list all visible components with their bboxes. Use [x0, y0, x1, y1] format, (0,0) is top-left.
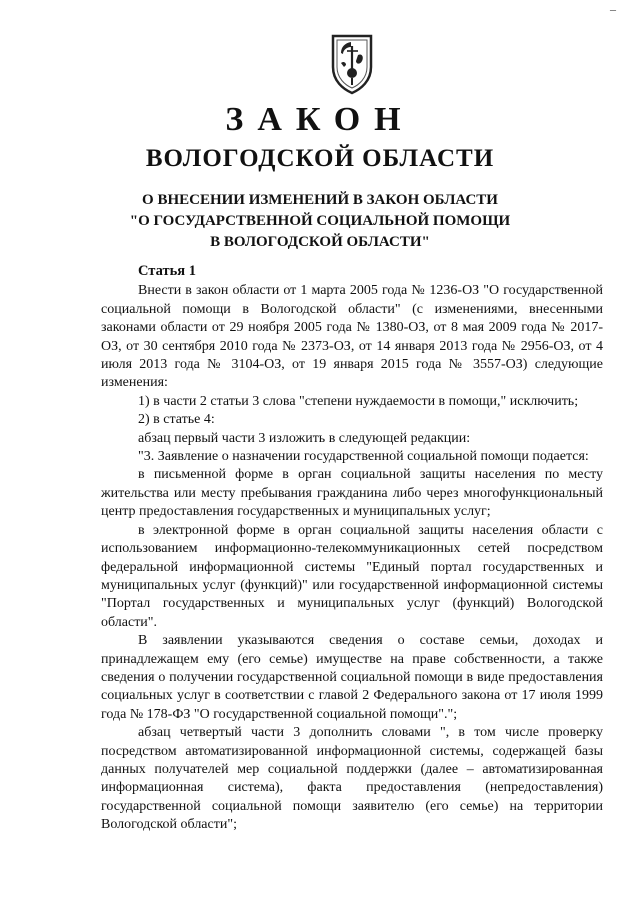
document-title: ЗАКОН	[225, 101, 415, 138]
paragraph: в письменной форме в орган социальной защиты населения по месту жительства или месту пребывания гражданина либо через многофункциональный центр предоставления государственных и муниципальных услуг;	[101, 467, 603, 520]
document-body	[101, 262, 603, 835]
region-title: ВОЛОГОДСКОЙ ОБЛАСТИ	[145, 145, 495, 172]
paragraph: Внести в закон области от 1 марта 2005 года № 1236-ОЗ "О государственной социальной помощи в Вологодской области" (с изменениями, внесенными законами области от 29 ноября 2005 года № 1380-ОЗ, от 8 мая 2009 года № 2017-ОЗ, от 30 сентября 2010 года № 2373-ОЗ, от 14 января 2013 года № 2956-ОЗ, от 4 июля 2013 года № 3104-ОЗ, от 19 января 2015 года № 3557-ОЗ) следующие изменения:	[101, 283, 603, 391]
law-subtitle	[0, 190, 640, 253]
coat-of-arms-icon	[329, 33, 375, 95]
paragraph: абзац четвертый части 3 дополнить словами ", в том числе проверку посредством автоматизированной информационной системы, содержащей базы данных получателей мер социальной поддержки (далее – автоматизированная информационная система), факта предоставления (непредоставления) государственной социальной помощи заявителю (его семье) на территории Вологодской области";	[101, 725, 603, 833]
paragraph: в электронной форме в орган социальной защиты населения области с использованием информационно-телекоммуникационных сетей посредством федеральной информационной системы "Единый портал государственных и муниципальных услуг (функций)" или государственной информационной системы "Портал государственных и муниципальных услуг (функций) Вологодской области".	[101, 522, 603, 630]
subtitle-line: "О ГОСУДАРСТВЕННОЙ СОЦИАЛЬНОЙ ПОМОЩИ	[129, 213, 511, 229]
paragraph: В заявлении указываются сведения о составе семьи, доходах и принадлежащем ему (его семье) имуществе на праве собственности, а также сведения о получении государственной социальной помощи в виде предоставления социальных услуг в соответствии с главой 2 Федерального закона от 17 июля 1999 года № 178-ФЗ "О государственной социальной помощи".";	[101, 633, 603, 722]
paragraph: "3. Заявление о назначении государственной социальной помощи подается:	[138, 449, 589, 465]
subtitle-line: В ВОЛОГОДСКОЙ ОБЛАСТИ"	[210, 234, 430, 250]
corner-mark: –	[610, 2, 616, 16]
paragraph: 2) в статье 4:	[138, 412, 215, 428]
paragraph: 1) в части 2 статьи 3 слова "степени нуждаемости в помощи," исключить;	[138, 393, 579, 409]
paragraph: абзац первый части 3 изложить в следующей редакции:	[138, 430, 471, 446]
subtitle-line: О ВНЕСЕНИИ ИЗМЕНЕНИЙ В ЗАКОН ОБЛАСТИ	[142, 192, 498, 208]
article-heading: Статья 1	[138, 263, 196, 279]
